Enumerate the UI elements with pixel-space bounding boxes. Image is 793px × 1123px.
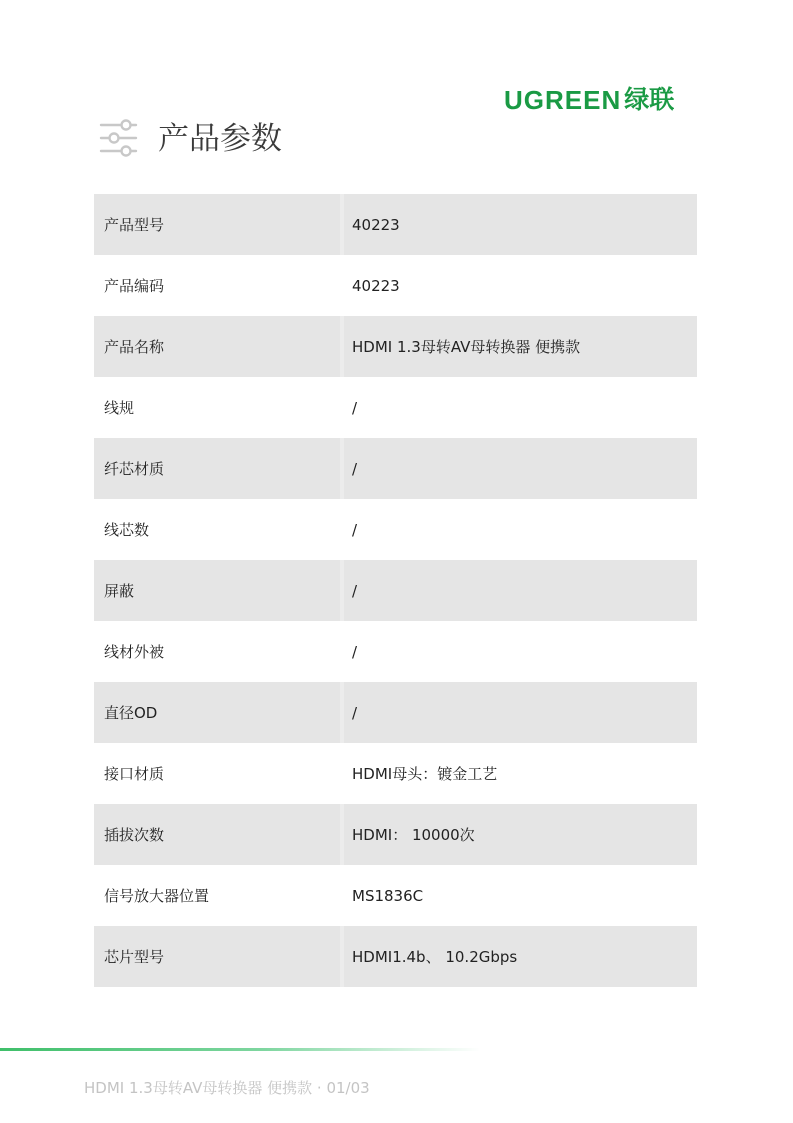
spec-row	[94, 743, 697, 804]
spec-key: 芯片型号	[94, 926, 340, 987]
brand-logo-cjk: 绿联	[624, 85, 675, 114]
section-title: 产品参数	[158, 121, 282, 157]
sliders-icon	[98, 118, 140, 158]
spec-value: /	[344, 682, 697, 743]
spec-key: 线芯数	[104, 521, 150, 539]
footer-caption: HDMI 1.3母转AV母转换器 便携款 · 01/03	[84, 1079, 370, 1097]
spec-key: 产品编码	[104, 277, 165, 295]
spec-row	[94, 621, 697, 682]
spec-value: /	[352, 398, 358, 417]
brand-logo	[504, 84, 674, 116]
spec-key: 产品型号	[94, 194, 340, 255]
spec-key: 纤芯材质	[94, 438, 340, 499]
spec-key: 产品名称	[94, 316, 340, 377]
spec-row	[94, 377, 697, 438]
spec-key: 接口材质	[104, 765, 165, 783]
spec-row	[94, 255, 697, 316]
spec-key: 直径OD	[94, 682, 340, 743]
spec-row	[94, 194, 697, 255]
spec-row	[94, 499, 697, 560]
spec-row	[94, 865, 697, 926]
spec-value: /	[352, 642, 358, 661]
spec-value: 40223	[344, 194, 697, 255]
spec-row	[94, 438, 697, 499]
spec-value: /	[352, 520, 358, 539]
spec-value: 40223	[352, 276, 400, 295]
spec-row	[94, 316, 697, 377]
spec-value: /	[344, 560, 697, 621]
spec-row	[94, 560, 697, 621]
brand-logo-latin: UGREEN	[504, 85, 622, 115]
spec-row	[94, 682, 697, 743]
footer-divider	[0, 1048, 480, 1051]
spec-key: 插拔次数	[94, 804, 340, 865]
spec-value: HDMI母头：镀金工艺	[352, 765, 498, 783]
spec-key: 信号放大器位置	[104, 887, 210, 905]
spec-row	[94, 926, 697, 987]
spec-row	[94, 804, 697, 865]
spec-value: HDMI 1.3母转AV母转换器 便携款	[344, 316, 697, 377]
spec-value: MS1836C	[352, 886, 424, 905]
spec-value: /	[344, 438, 697, 499]
spec-value: HDMI： 10000次	[344, 804, 697, 865]
spec-key: 屏蔽	[94, 560, 340, 621]
spec-key: 线规	[104, 399, 135, 417]
spec-value: HDMI1.4b、 10.2Gbps	[344, 926, 697, 987]
spec-key: 线材外被	[104, 643, 165, 661]
spec-table	[94, 194, 697, 987]
